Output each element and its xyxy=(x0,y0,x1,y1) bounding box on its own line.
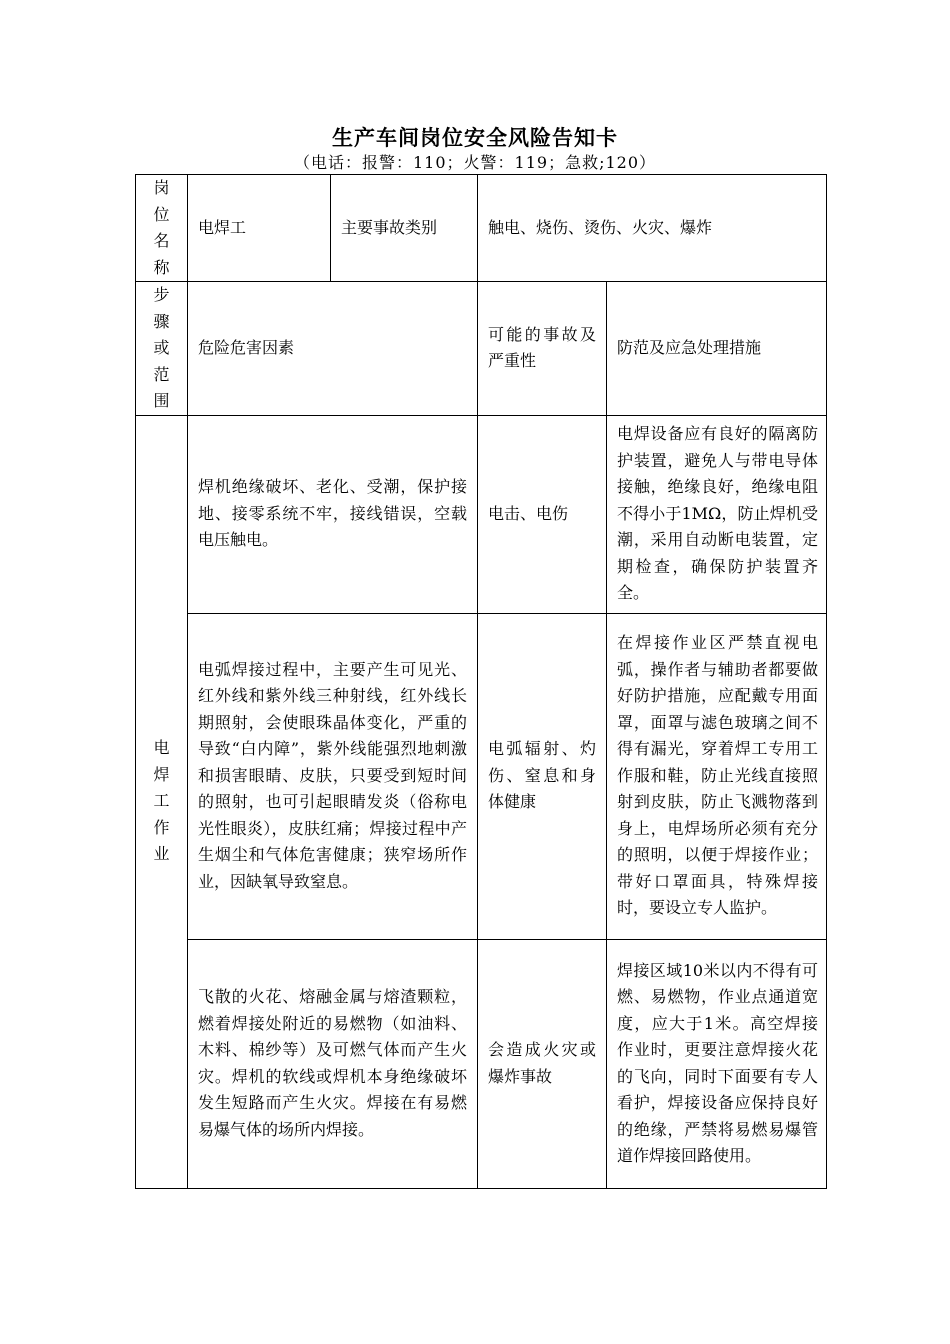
consequence-cell: 会造成火灾或爆炸事故 xyxy=(478,939,607,1188)
section-name-cell xyxy=(136,415,188,1188)
measure-cell: 在焊接作业区严禁直视电弧，操作者与辅助者都要做好防护措施，应配戴专用面罩，面罩与滤色玻璃之间不得有漏光，穿着焊工专用工作服和鞋，防止光线直接照射到皮肤，防止飞溅物落到身上，电焊场所必须有充分的照明，以便于焊接作业；带好口罩面具，特殊焊接时，要设立专人监护。 xyxy=(607,613,827,939)
accident-type-label: 主要事故类别 xyxy=(331,175,478,282)
emergency-phone-line: （电话：报警：110；火警：119；急救;120） xyxy=(293,153,656,172)
risk-notice-table xyxy=(135,174,827,1189)
consequence-cell: 电击、电伤 xyxy=(478,415,607,613)
section-name: 电焊工作业 xyxy=(153,738,170,864)
consequence-column-label: 可能的事故及严重性 xyxy=(478,282,607,416)
table-row xyxy=(136,939,827,1188)
post-name-value: 电焊工 xyxy=(188,175,331,282)
page-title: 生产车间岗位安全风险告知卡 xyxy=(332,126,618,150)
hazard-cell: 飞散的火花、熔融金属与熔渣颗粒，燃着焊接处附近的易燃物（如油料、木料、棉纱等）及可燃气体而产生火灾。焊机的软线或焊机本身绝缘破坏发生短路而产生火灾。焊接在有易燃易爆气体的场所内焊接。 xyxy=(188,939,478,1188)
measure-cell: 焊接区域10米以内不得有可燃、易燃物，作业点通道宽度，应大于1米。高空焊接作业时，更要注意焊接火花的飞向，同时下面要有专人看护，焊接设备应保持良好的绝缘，严禁将易燃易爆管道作焊接回路使用。 xyxy=(607,939,827,1188)
accident-type-value: 触电、烧伤、烫伤、火灾、爆炸 xyxy=(478,175,827,282)
post-name-label: 岗位名称 xyxy=(153,178,170,277)
step-label: 步骤或范围 xyxy=(153,285,170,410)
measure-cell: 电焊设备应有良好的隔离防护装置，避免人与带电导体接触，绝缘良好，绝缘电阻不得小于1MΩ，防止焊机受潮，采用自动断电装置，定期检查，确保防护装置齐全。 xyxy=(607,415,827,613)
measure-column-label: 防范及应急处理措施 xyxy=(607,282,827,416)
header-row xyxy=(136,175,827,282)
step-label-cell xyxy=(136,282,188,416)
hazard-cell: 电弧焊接过程中，主要产生可见光、红外线和紫外线三种射线，红外线长期照射，会使眼珠晶体变化，严重的导致“白内障”，紫外线能强烈地刺激和损害眼睛、皮肤，只要受到短时间的照射，也可引起眼睛发炎（俗称电光性眼炎），皮肤红痛；焊接过程中产生烟尘和气体危害健康；狭窄场所作业，因缺氧导致窒息。 xyxy=(188,613,478,939)
column-header-row xyxy=(136,282,827,416)
post-name-label-cell xyxy=(136,175,188,282)
hazard-column-label: 危险危害因素 xyxy=(188,282,478,416)
consequence-cell: 电弧辐射、灼伤、窒息和身体健康 xyxy=(478,613,607,939)
table-row xyxy=(136,613,827,939)
table-row xyxy=(136,415,827,613)
hazard-cell: 焊机绝缘破坏、老化、受潮，保护接地、接零系统不牢，接线错误，空载电压触电。 xyxy=(188,415,478,613)
